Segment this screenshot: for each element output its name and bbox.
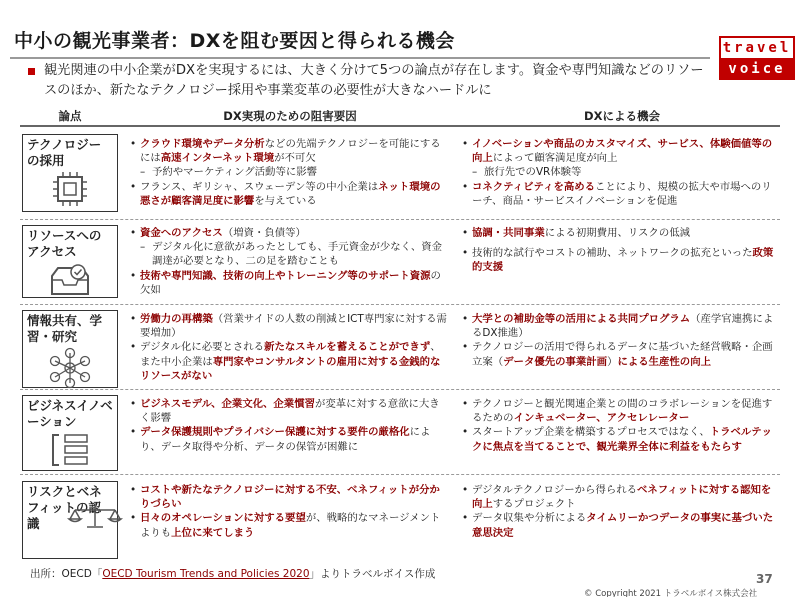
row-divider <box>20 304 780 305</box>
body-text: デジタル化に意欲があったとしても、手元資金が少なく、資金調達が必要となり、二の足を踏むことも <box>152 241 442 268</box>
highlight-text: コストや新たなテクノロジーに対する不安、ベネフィットが分かりづらい <box>140 484 440 511</box>
body-text: フランス、ギリシャ、スウェーデン等の中小企業は <box>140 180 379 193</box>
highlight-text: ベネフィットに対する認知を向上 <box>472 484 772 511</box>
highlight-text: 資金へのアクセス <box>140 227 223 239</box>
inbox-check-icon <box>48 262 92 298</box>
bullet-item <box>130 511 448 539</box>
category-label: テクノロジーの採用 <box>27 137 102 168</box>
travelvoice-logo <box>719 36 795 80</box>
category-label: リソースへのアクセス <box>27 228 102 259</box>
header-topic: 論点 <box>58 109 82 123</box>
category-business-innovation <box>22 395 118 471</box>
opportunities-risk <box>462 483 780 540</box>
bullet-item <box>462 137 780 165</box>
highlight-text: 上位に来てしまう <box>171 526 255 539</box>
category-label: リスクとベネフィットの認識 <box>27 484 102 531</box>
source-prefix: 出所：OECD「 <box>30 568 103 580</box>
bullet-item <box>462 180 780 208</box>
bullet-item <box>130 180 448 208</box>
barriers-risk <box>130 483 448 540</box>
bullet-item <box>462 483 780 511</box>
barriers-technology <box>130 137 448 208</box>
highlight-text: 協調・共同事業 <box>472 227 545 239</box>
highlight-text: ビジネスモデル、企業文化、企業慣習 <box>140 398 315 410</box>
square-bullet-icon <box>28 68 35 75</box>
bullet-item <box>130 137 448 165</box>
bullet-item <box>130 483 448 511</box>
source-link[interactable]: OECD Tourism Trends and Policies 2020 <box>102 568 310 580</box>
row-divider <box>20 474 780 475</box>
body-text: 旅行先でのVR体験等 <box>484 166 582 179</box>
category-label: ビジネスイノベーション <box>27 398 113 429</box>
body-text: ） <box>607 355 618 368</box>
body-text: テクノロジーの活用で得られるデータに基づいた経営戦略・企画立案（ <box>472 341 773 368</box>
highlight-text: 専門家やコンサルタントの雇用に対する金銭的なリソースがない <box>140 355 441 382</box>
body-text: が不可欠 <box>274 152 316 165</box>
highlight-text: データ優先の事業計画 <box>503 355 608 368</box>
logo-text-top: travel <box>719 36 795 58</box>
row-divider <box>20 219 780 220</box>
body-text: ことにより、規模の拡大や市場へのリーチ、商品・サービスイノベーションを促進 <box>472 180 772 207</box>
highlight-text: 政策的支援 <box>472 247 774 274</box>
page-number: 37 <box>756 572 773 586</box>
highlight-text: 高速インターネット環境 <box>160 152 275 165</box>
bullet-item <box>462 511 780 539</box>
highlight-text: 日々のオペレーションに対する要望 <box>140 512 306 525</box>
body-text: テクノロジーと観光関連企業との間のコラボレーションを促進するための <box>472 398 773 425</box>
body-text: データ収集や分析による <box>472 512 587 525</box>
sub-bullet <box>130 240 448 268</box>
category-resource-access <box>22 225 118 298</box>
network-people-icon <box>45 347 95 389</box>
body-text: の欠如 <box>140 269 441 296</box>
copyright-notice: © Copyright 2021 トラベルボイス株式会社 <box>584 589 758 597</box>
body-text: により、データ取得や分析、データの保管が困難に <box>140 426 431 453</box>
highlight-text: ネット環境の悪さが顧客満足度に影響 <box>140 180 441 207</box>
barriers-innovation <box>130 397 448 454</box>
body-text: を与えている <box>254 194 317 207</box>
body-text: 技術的な試行やコストの補助、ネットワークの拡充といった <box>472 247 753 260</box>
highlight-text: 新たなスキルを蓄えることができず <box>264 341 431 354</box>
header-opportunities: DXによる機会 <box>584 109 660 123</box>
bullet-item <box>130 425 448 453</box>
highlight-text: 技術や専門知識、技術の向上やトレーニング等のサポート資源 <box>140 269 431 282</box>
opportunities-innovation <box>462 397 780 454</box>
highlight-text: 労働力の再構築 <box>140 313 213 325</box>
logo-text-bottom: voice <box>719 58 795 80</box>
bullet-item <box>462 226 780 240</box>
page-title: 中小の観光事業者：DXを阻む要因と得られる機会 <box>14 30 455 52</box>
chip-icon <box>48 171 92 211</box>
barriers-resources <box>130 226 448 297</box>
body-text: （増資・負債等） <box>222 227 306 239</box>
body-text: （営業サイドの人数の削減とICT専門家に対する需要増加） <box>140 313 447 340</box>
body-text: によって顧客満足度が向上 <box>492 152 618 165</box>
lead-paragraph: 観光関連の中小企業がDXを実現するには、大きく分けて5つの論点が存在します。資金や専門知識などのリソースのほか、新たなテクノロジー採用や事業変革の必要性が大きなハードルに <box>44 63 704 98</box>
category-technology-adoption <box>22 134 118 212</box>
bullet-item <box>462 340 780 368</box>
bracket-blocks-icon <box>45 432 95 468</box>
header-barriers: DX実現のための阻害要因 <box>223 109 357 123</box>
body-text: が変革に対する意欲に大きく影響 <box>140 398 440 425</box>
opportunities-information <box>462 312 780 369</box>
opportunities-technology <box>462 137 780 208</box>
source-note <box>30 566 435 581</box>
bullet-item <box>462 425 780 453</box>
bullet-item <box>130 397 448 425</box>
body-text: デジタルテクノロジーから得られる <box>472 484 638 496</box>
body-text: 、また中小企業は <box>140 341 441 368</box>
bullet-item <box>130 340 448 383</box>
bullet-item <box>462 246 780 274</box>
highlight-text: 大学との補助金等の活用による共同プログラム <box>472 313 691 325</box>
highlight-text: データ保護規則やプライバシー保護に対する要件の厳格化 <box>140 426 410 439</box>
highlight-text: トラベルテックに焦点を当てることで、観光業界全体に利益をもたらす <box>472 426 773 453</box>
highlight-text: タイムリーかつデータの事実に基づいた意思決定 <box>472 512 774 539</box>
balance-scale-icon <box>67 504 123 530</box>
sub-bullet <box>130 165 448 179</box>
bullet-item <box>130 226 448 240</box>
category-risk-benefit <box>22 481 118 559</box>
category-label: 情報共有、学習・研究 <box>27 313 103 344</box>
bullet-item <box>462 397 780 425</box>
body-text: が、戦略的なマネージメントよりも <box>140 512 441 539</box>
body-text: などの先端テクノロジーを可能にするには <box>140 138 441 165</box>
header-divider <box>20 125 780 127</box>
highlight-text: イノベーションや商品のカスタマイズ、サービス、体験価値等の向上 <box>472 138 773 165</box>
title-divider <box>10 57 710 59</box>
highlight-text: コネクティビティを高める <box>472 180 596 193</box>
bullet-item <box>462 312 780 340</box>
opportunities-resources <box>462 226 780 275</box>
bullet-item <box>130 269 448 297</box>
body-text: 予約やマーケティング活動等に影響 <box>152 166 318 179</box>
body-text: デジタル化に必要とされる <box>140 341 265 354</box>
highlight-text: インキュベーター、アクセレレーター <box>513 412 690 425</box>
body-text: するプロジェクト <box>492 498 576 511</box>
bullet-item <box>130 312 448 340</box>
body-text: による初期費用、リスクの低減 <box>544 227 690 239</box>
row-divider <box>20 389 780 390</box>
barriers-information <box>130 312 448 383</box>
body-text: スタートアップ企業を構築するプロセスではなく、 <box>472 426 710 439</box>
highlight-text: による生産性の向上 <box>617 355 711 368</box>
category-information-sharing <box>22 310 118 388</box>
highlight-text: クラウド環境やデータ分析 <box>140 138 265 150</box>
source-suffix: 」よりトラベルボイス作成 <box>309 568 436 580</box>
sub-bullet <box>462 165 780 179</box>
body-text: （産学官連携によるDX推進） <box>472 313 774 340</box>
